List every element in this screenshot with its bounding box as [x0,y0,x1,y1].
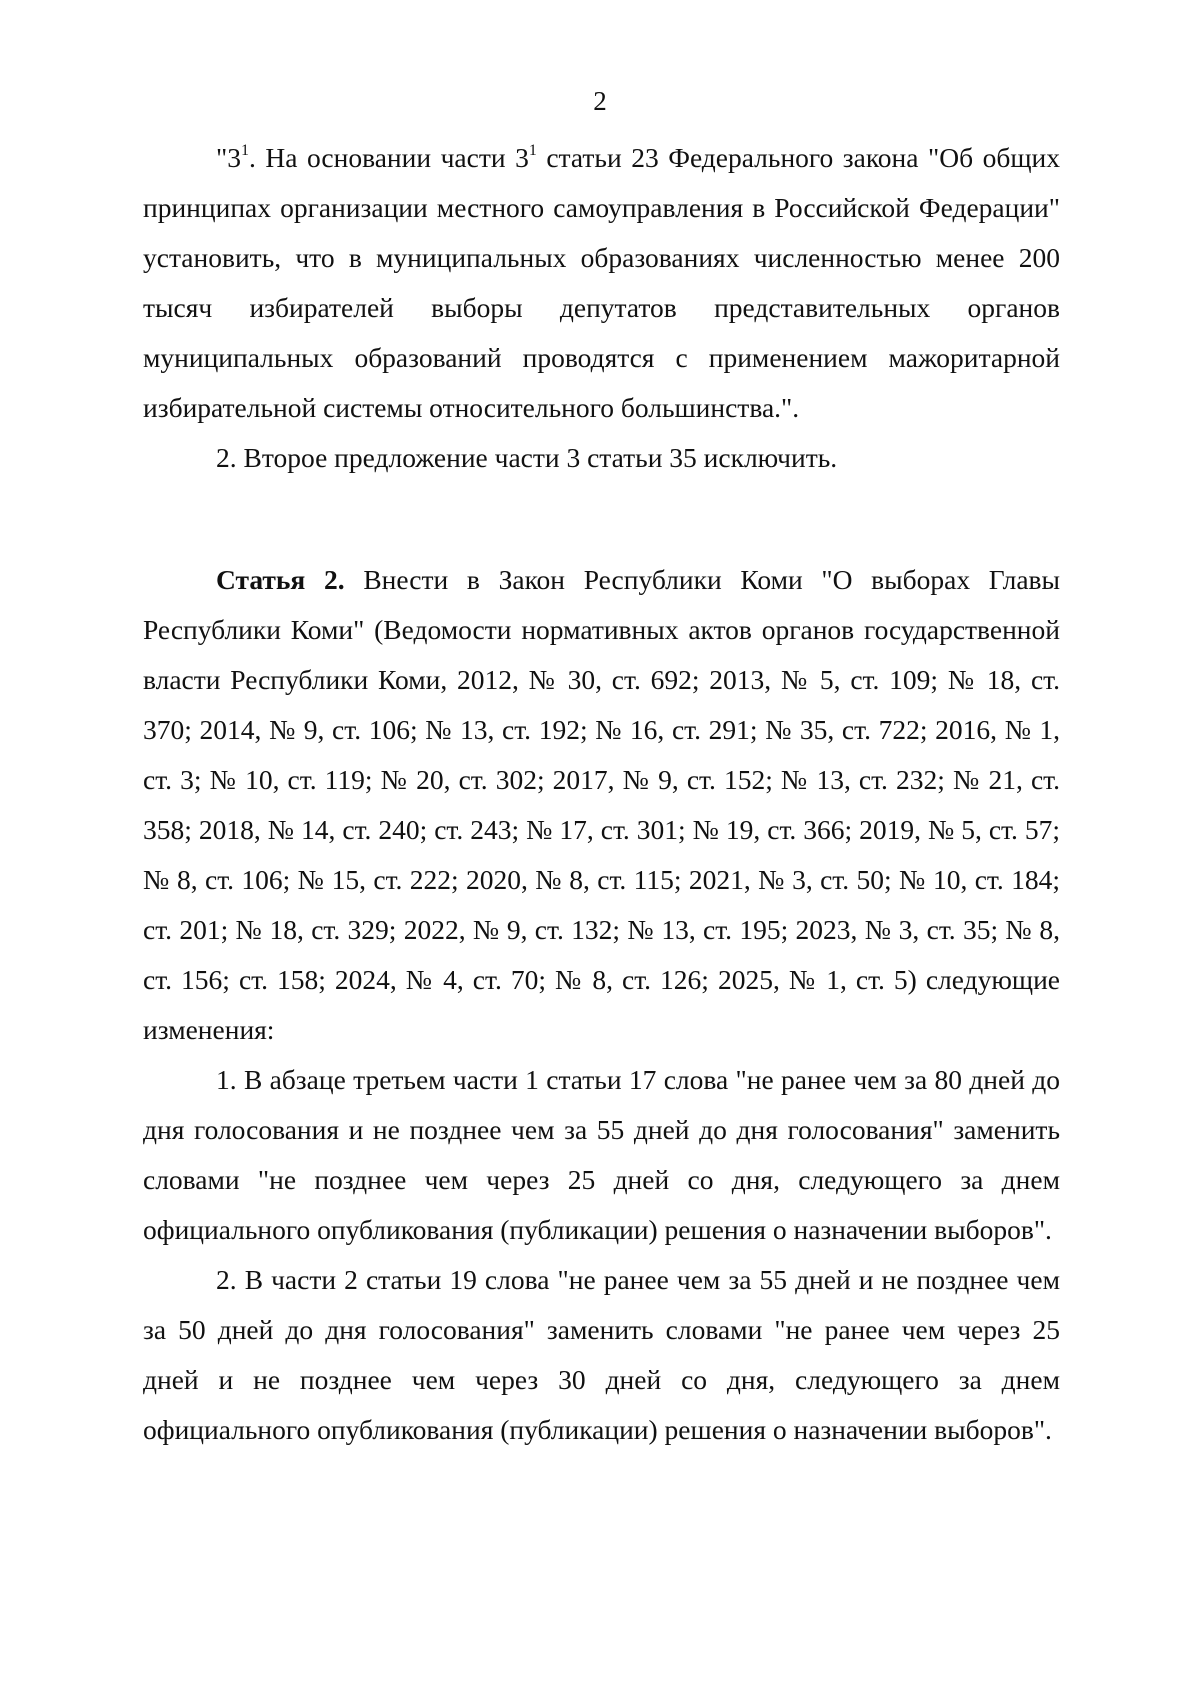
amendment-text-block [143,133,1060,483]
superscript-2: 1 [528,141,537,159]
page-number: 2 [593,86,607,116]
article-2-heading: Статья 2. [216,564,345,595]
superscript-1: 1 [240,141,249,159]
paragraph-3-1-text-a: . На основании части 3 [248,142,529,173]
article-2-item-2: 2. В части 2 статьи 19 слова "не ранее чем за 55 дней и не позднее чем за 50 дней до дня голосования" заменить словами "не ранее чем через 25 дней и не позднее чем через 30 дней со дня, следующего за днем официального опубликования (публикации) решения о назначении выборов". [143,1264,1060,1445]
paragraph-3-1-text-b: статьи 23 Федерального закона "Об общих принципах организации местного самоуправления в Российской Федерации" установить, что в муниципальных образованиях численностью менее 200 тысяч избирателей выборы депутатов представительных органов муниципальных образований проводятся с применением мажоритарной избирательной системы относительного большинства.". [143,142,1060,423]
article-2-block [143,555,1060,1455]
article-2-paragraph [143,555,1060,1055]
paragraph-item-2: 2. Второе предложение части 3 статьи 35 исключить. [216,442,838,473]
article-2-item-1: 1. В абзаце третьем части 1 статьи 17 слова "не ранее чем за 80 дней до дня голосования и не позднее чем за 55 дней до дня голосования" заменить словами "не позднее чем через 25 дней со дня, следующего за днем официального опубликования (публикации) решения о назначении выборов". [143,1064,1060,1245]
article-2-text: Внести в Закон Республики Коми "О выборах Главы Республики Коми" (Ведомости нормативных актов органов государственной власти Республики Коми, 2012, № 30, ст. 692; 2013, № 5, ст. 109; № 18, ст. 370; 2014, № 9, ст. 106; № 13, ст. 192; № 16, ст. 291; № 35, ст. 722; 2016, № 1, ст. 3; № 10, ст. 119; № 20, ст. 302; 2017, № 9, ст. 152; № 13, ст. 232; № 21, ст. 358; 2018, № 14, ст. 240; ст. 243; № 17, ст. 301; № 19, ст. 366; 2019, № 5, ст. 57; № 8, ст. 106; № 15, ст. 222; 2020, № 8, ст. 115; 2021, № 3, ст. 50; № 10, ст. 184; ст. 201; № 18, ст. 329; 2022, № 9, ст. 132; № 13, ст. 195; 2023, № 3, ст. 35; № 8, ст. 156; ст. 158; 2024, № 4, ст. 70; № 8, ст. 126; 2025, № 1, ст. 5) следующие изменения: [143,564,1061,1045]
paragraph-3-1-start: "3 [216,142,241,173]
paragraph-3-1 [143,133,1060,433]
